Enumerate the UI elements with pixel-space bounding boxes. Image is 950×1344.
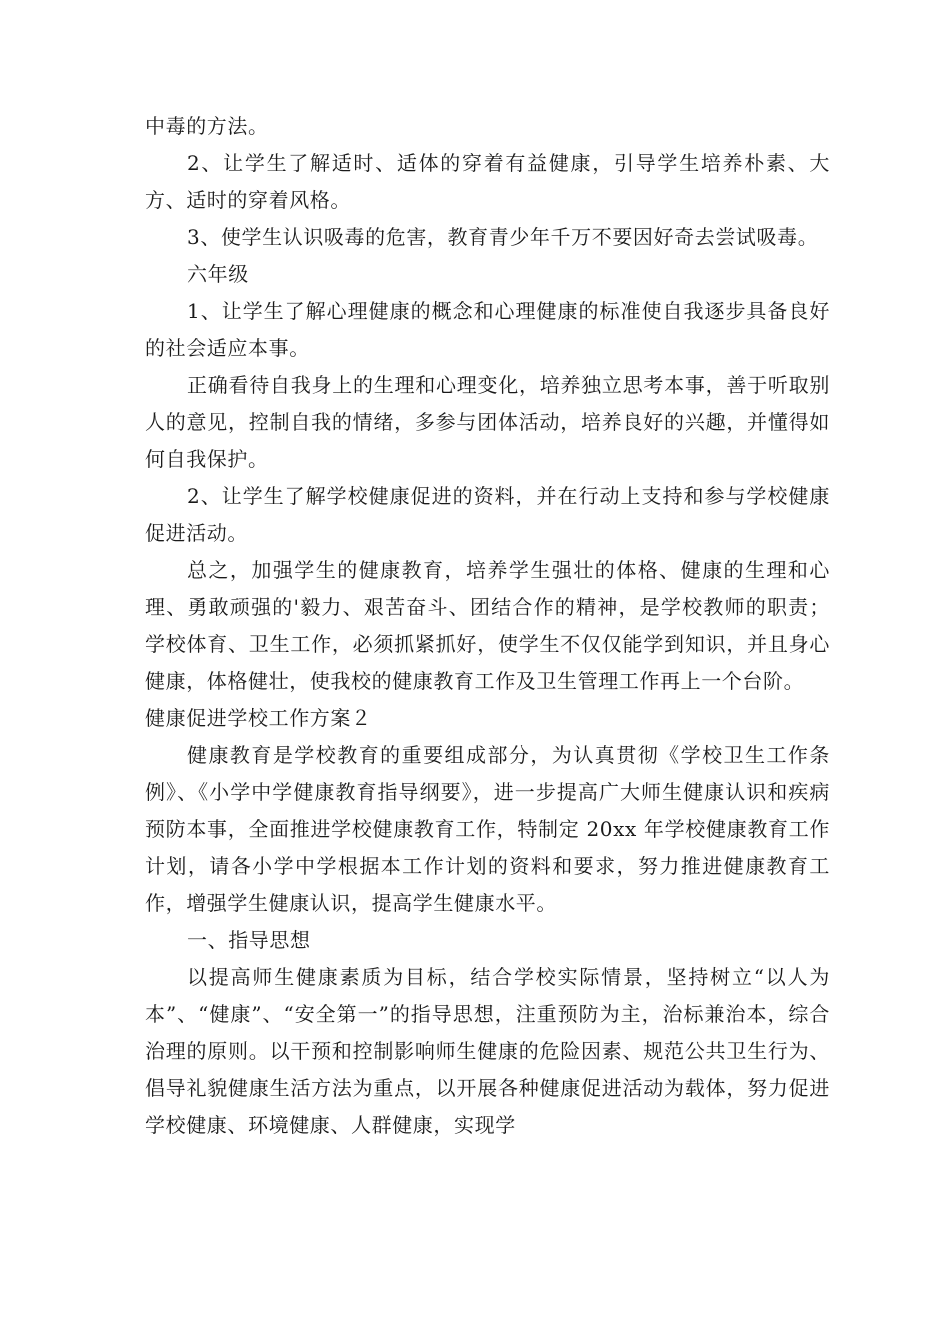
document-title: 健康促进学校工作方案２	[145, 706, 372, 730]
section-heading: 一、指导思想	[187, 928, 311, 952]
document-body	[145, 108, 830, 1144]
paragraph: 3、使学生认识吸毒的危害，教育青少年千万不要因好奇去尝试吸毒。	[187, 225, 819, 249]
paragraph: 中毒的方法。	[145, 114, 269, 138]
paragraph: 2、让学生了解适时、适体的穿着有益健康，引导学生培养朴素、大方、适时的穿着风格。	[145, 151, 830, 212]
paragraph: 1、让学生了解心理健康的概念和心理健康的标准使自我逐步具备良好的社会适应本事。	[145, 299, 830, 360]
paragraph: 2、让学生了解学校健康促进的资料，并在行动上支持和参与学校健康促进活动。	[145, 484, 830, 545]
paragraph: 总之，加强学生的健康教育，培养学生强壮的体格、健康的生理和心理、勇敢顽强的'毅力、艰苦奋斗、团结合作的精神，是学校教师的职责；学校体育、卫生工作，必须抓紧抓好，使学生不仅仅能学到知识，并且身心健康，体格健壮，使我校的健康教育工作及卫生管理工作再上一个台阶。	[145, 558, 830, 693]
section-heading: 六年级	[187, 262, 249, 286]
paragraph: 正确看待自我身上的生理和心理变化，培养独立思考本事，善于听取别人的意见，控制自我的情绪，多参与团体活动，培养良好的兴趣，并懂得如何自我保护。	[145, 373, 830, 471]
paragraph: 以提高师生健康素质为目标，结合学校实际情景，坚持树立“以人为本”、“健康”、“安全第一”的指导思想，注重预防为主，治标兼治本，综合治理的原则。以干预和控制影响师生健康的危险因素、规范公共卫生行为、倡导礼貌健康生活方法为重点，以开展各种健康促进活动为载体，努力促进学校健康、环境健康、人群健康，实现学	[145, 965, 830, 1137]
paragraph: 健康教育是学校教育的重要组成部分，为认真贯彻《学校卫生工作条例》、《小学中学健康教育指导纲要》，进一步提高广大师生健康认识和疾病预防本事，全面推进学校健康教育工作，特制定 20xx 年学校健康教育工作计划，请各小学中学根据本工作计划的资料和要求，努力推进健康教育工作，增强学生健康认识，提高学生健康水平。	[145, 743, 830, 915]
